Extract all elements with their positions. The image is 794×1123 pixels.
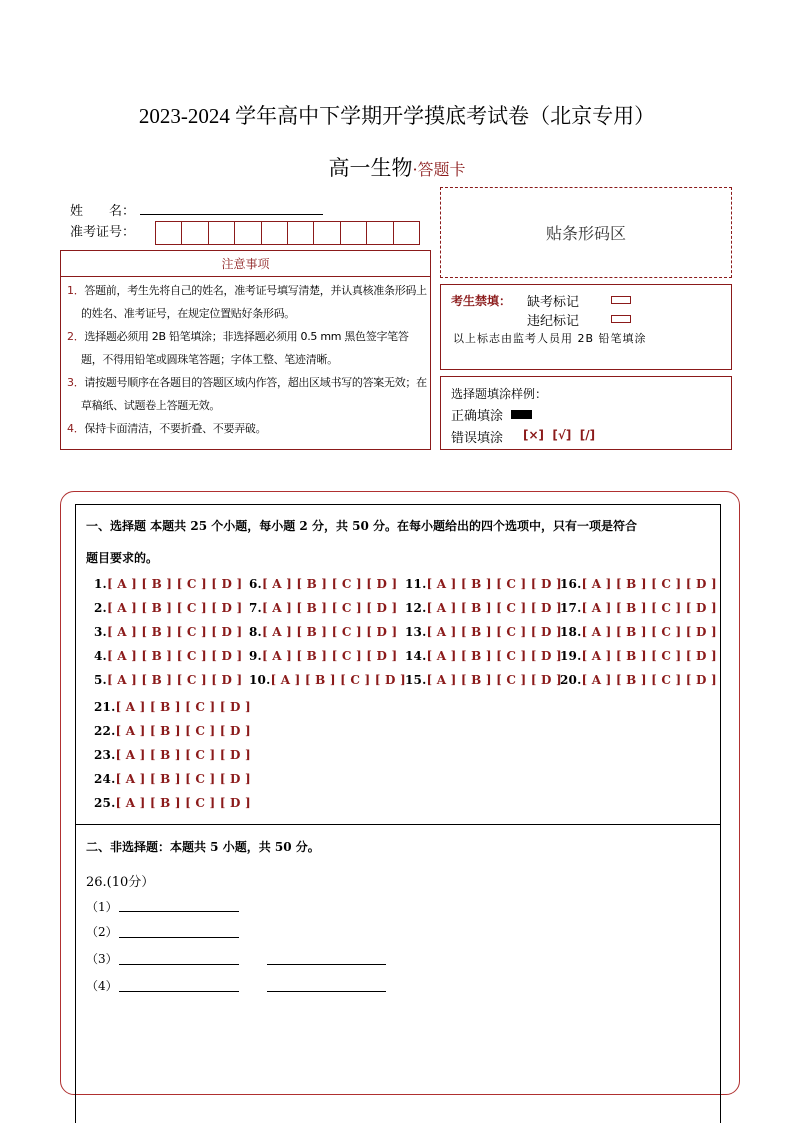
part-label: （1） (86, 900, 118, 914)
wrong-fill-label: 错误填涂 (451, 431, 504, 446)
choice-question[interactable] (249, 673, 406, 687)
answer-options[interactable]: [ A ] [ B ] [ C ] [ D ] (115, 700, 251, 714)
id-label: 准考证号： (70, 225, 136, 240)
question-number: 13. (405, 625, 427, 639)
choice-question[interactable] (405, 649, 562, 663)
answer-options[interactable]: [ A ] [ B ] [ C ] [ D ] (261, 625, 398, 639)
id-digit-box[interactable] (394, 222, 419, 244)
forbidden-note: 以上标志由监考人员用 2B 铅笔填涂 (453, 332, 647, 345)
answer-options[interactable]: [ A ] [ B ] [ C ] [ D ] (426, 649, 562, 663)
answer-line[interactable] (119, 991, 239, 992)
choice-question[interactable] (249, 601, 397, 615)
part-label: （3） (86, 952, 118, 966)
question-number: 17. (560, 601, 582, 615)
question-number: 22. (94, 724, 116, 738)
question-number: 24. (94, 772, 116, 786)
choice-question[interactable] (94, 601, 242, 615)
violation-mark-box[interactable] (611, 315, 631, 323)
answer-options[interactable]: [ A ] [ B ] [ C ] [ D ] (106, 601, 243, 615)
answer-line[interactable] (119, 937, 239, 938)
answer-options[interactable]: [ A ] [ B ] [ C ] [ D ] (106, 625, 243, 639)
choice-question[interactable] (94, 748, 251, 762)
correct-fill-label: 正确填涂 (451, 409, 504, 424)
choice-question[interactable] (560, 649, 717, 663)
question-number: 21. (94, 700, 116, 714)
question-number: 11. (405, 577, 427, 591)
id-digit-box[interactable] (235, 222, 261, 244)
question-number: 23. (94, 748, 116, 762)
fill-sample-panel (440, 376, 732, 450)
answer-options[interactable]: [ A ] [ B ] [ C ] [ D ] (426, 625, 562, 639)
notice-item: 3．请按题号顺序在各题目的答题区域内作答，超出区域书写的答案无效；在草稿纸、试题卷上答题无效。 (67, 376, 427, 412)
answer-options[interactable]: [ A ] [ B ] [ C ] [ D ] (426, 673, 562, 687)
forbidden-label: 考生禁填： (451, 294, 512, 308)
id-digit-box[interactable] (156, 222, 182, 244)
forbidden-panel (440, 284, 732, 370)
absent-mark-box[interactable] (611, 296, 631, 304)
answer-options[interactable]: [ A ] [ B ] [ C ] [ D ] (261, 601, 398, 615)
section1-instructions: 一、选择题 本题共 25 个小题，每小题 2 分，共 50 分。在每小题给出的四个选项中，只有一项是符合 (86, 519, 637, 533)
choice-question[interactable] (94, 649, 242, 663)
question-number: 4. (94, 649, 107, 663)
answer-options[interactable]: [ A ] [ B ] [ C ] [ D ] (581, 601, 717, 615)
answer-options[interactable]: [ A ] [ B ] [ C ] [ D ] (581, 649, 717, 663)
choice-question[interactable] (249, 577, 397, 591)
page-title: 2023-2024 学年高中下学期开学摸底考试卷（北京专用） (138, 104, 656, 128)
choice-question[interactable] (560, 601, 717, 615)
notice-item: 4．保持卡面清洁，不要折叠、不要弄破。 (67, 422, 267, 435)
section1-instructions-cont: 题目要求的。 (86, 551, 159, 565)
choice-question[interactable] (249, 649, 397, 663)
section2-title: 二、非选择题：本题共 5 小题，共 50 分。 (86, 840, 320, 854)
wrong-fill-marks: [×] [√] [/] (523, 428, 596, 442)
answer-options[interactable]: [ A ] [ B ] [ C ] [ D ] (581, 673, 717, 687)
choice-question[interactable] (94, 772, 251, 786)
question-number: 20. (560, 673, 582, 687)
choice-question[interactable] (94, 700, 251, 714)
id-digit-box[interactable] (182, 222, 208, 244)
choice-question[interactable] (249, 625, 397, 639)
section-divider (75, 824, 721, 825)
notice-item: 2．选择题必须用 2B 铅笔填涂；非选择题必须用 0.5 mm 黑色签字笔答题，不得用铅笔或圆珠笔答题；字体工整、笔迹清晰。 (67, 330, 409, 366)
answer-options[interactable]: [ A ] [ B ] [ C ] [ D ] (270, 673, 406, 687)
choice-question[interactable] (405, 601, 562, 615)
id-digit-box[interactable] (209, 222, 235, 244)
barcode-area: 贴条形码区 (440, 187, 732, 278)
answer-line[interactable] (119, 964, 239, 965)
choice-question[interactable] (405, 577, 562, 591)
sample-title: 选择题填涂样例： (451, 387, 548, 401)
choice-question[interactable] (560, 673, 717, 687)
answer-line[interactable] (119, 911, 239, 912)
answer-options[interactable]: [ A ] [ B ] [ C ] [ D ] (261, 649, 398, 663)
name-field[interactable] (140, 214, 323, 215)
id-digit-box[interactable] (288, 222, 314, 244)
question-number: 14. (405, 649, 427, 663)
exam-id-boxes[interactable] (155, 221, 420, 245)
part-label: （4） (86, 979, 118, 993)
question-number: 19. (560, 649, 582, 663)
question-number: 3. (94, 625, 107, 639)
part-label: （2） (86, 925, 118, 939)
answer-options[interactable]: [ A ] [ B ] [ C ] [ D ] (115, 772, 251, 786)
question-number: 16. (560, 577, 582, 591)
answer-options[interactable]: [ A ] [ B ] [ C ] [ D ] (581, 625, 717, 639)
notice-heading: 注意事项 (61, 251, 430, 277)
choice-question[interactable] (560, 577, 717, 591)
question-number: 25. (94, 796, 116, 810)
notice-item: 1．答题前，考生先将自己的姓名，准考证号填写清楚，并认真核准条形码上的姓名、准考证号，在规定位置贴好条形码。 (67, 284, 427, 320)
answer-options[interactable]: [ A ] [ B ] [ C ] [ D ] (426, 577, 562, 591)
answer-options[interactable]: [ A ] [ B ] [ C ] [ D ] (426, 601, 562, 615)
choice-question[interactable] (94, 673, 242, 687)
question-number: 5. (94, 673, 107, 687)
subtitle-main: 高一生物 (328, 156, 413, 180)
question-number: 15. (405, 673, 427, 687)
answer-options[interactable]: [ A ] [ B ] [ C ] [ D ] (115, 796, 251, 810)
question-26-label: 26.(10分） (86, 875, 155, 890)
answer-frame (75, 504, 721, 1123)
answer-options[interactable]: [ A ] [ B ] [ C ] [ D ] (115, 724, 251, 738)
question-number: 1. (94, 577, 107, 591)
question-number: 9. (249, 649, 262, 663)
choice-question[interactable] (94, 796, 251, 810)
correct-fill-sample (511, 410, 532, 419)
answer-line[interactable] (267, 964, 386, 965)
absent-label: 缺考标记 (527, 295, 580, 310)
question-number: 12. (405, 601, 427, 615)
answer-options[interactable]: [ A ] [ B ] [ C ] [ D ] (106, 577, 243, 591)
choice-question[interactable] (94, 724, 251, 738)
answer-options[interactable]: [ A ] [ B ] [ C ] [ D ] (115, 748, 251, 762)
choice-question[interactable] (405, 673, 562, 687)
id-digit-box[interactable] (314, 222, 340, 244)
violation-label: 违纪标记 (527, 314, 580, 329)
question-number: 18. (560, 625, 582, 639)
question-number: 6. (249, 577, 262, 591)
answer-options[interactable]: [ A ] [ B ] [ C ] [ D ] (106, 649, 243, 663)
choice-question[interactable] (405, 625, 562, 639)
choice-question[interactable] (94, 625, 242, 639)
page-subtitle (0, 152, 794, 182)
name-label: 姓 名： (70, 204, 136, 219)
answer-options[interactable]: [ A ] [ B ] [ C ] [ D ] (581, 577, 717, 591)
subtitle-suffix: ·答题卡 (412, 160, 466, 179)
answer-options[interactable]: [ A ] [ B ] [ C ] [ D ] (261, 577, 398, 591)
answer-options[interactable]: [ A ] [ B ] [ C ] [ D ] (106, 673, 243, 687)
id-digit-box[interactable] (341, 222, 367, 244)
question-number: 7. (249, 601, 262, 615)
question-number: 8. (249, 625, 262, 639)
id-digit-box[interactable] (367, 222, 393, 244)
answer-line[interactable] (267, 991, 386, 992)
question-number: 2. (94, 601, 107, 615)
notice-panel (60, 250, 431, 450)
question-number: 10. (249, 673, 271, 687)
id-digit-box[interactable] (262, 222, 288, 244)
choice-question[interactable] (94, 577, 242, 591)
choice-question[interactable] (560, 625, 717, 639)
